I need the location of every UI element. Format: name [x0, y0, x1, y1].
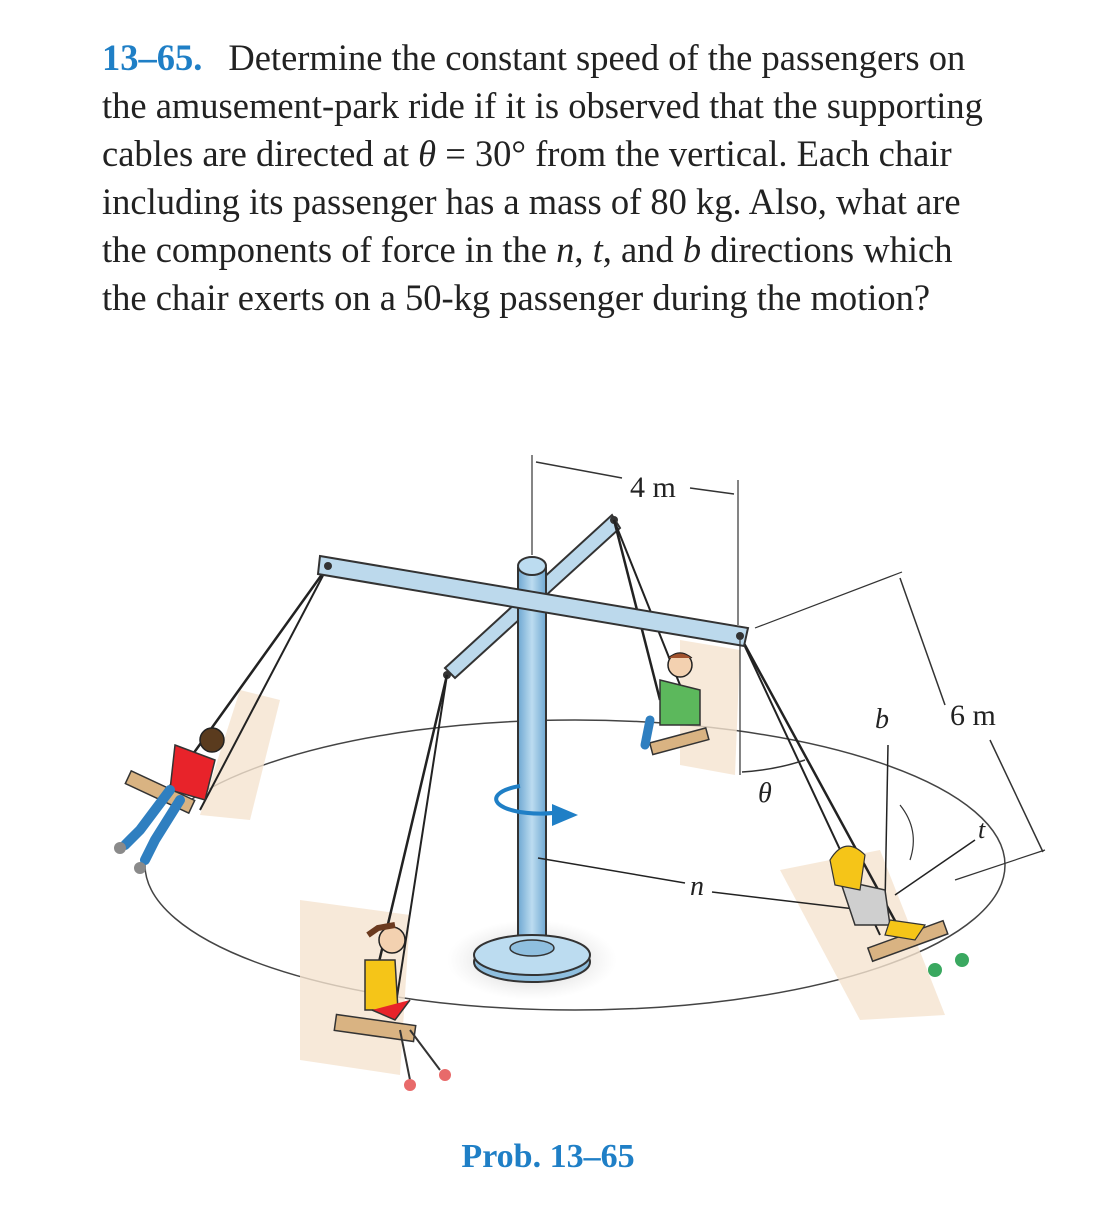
n-axis-left — [538, 858, 685, 883]
problem-line-1 — [102, 34, 1072, 82]
b-label: b — [875, 704, 889, 735]
dim-6m-ext-top — [755, 572, 902, 628]
main-arm-pin-right — [736, 632, 744, 640]
problem-comma: , — [574, 229, 593, 270]
dim-4m-line-left — [536, 462, 622, 478]
problem-line-6: the chair exerts on a 50-kg passenger during the motion? — [102, 277, 931, 318]
base-hub — [510, 940, 554, 956]
cable-front — [370, 675, 447, 1000]
dim-4m-label: 4 m — [630, 471, 676, 504]
dim-4m-line-right — [690, 488, 734, 494]
t-symbol: t — [592, 229, 603, 270]
n-symbol: n — [556, 229, 575, 270]
amusement-ride-figure — [0, 440, 1120, 1130]
problem-text-3b: = 30° from the vertical. Each chair — [436, 133, 952, 174]
problem-text-5c: directions which — [701, 229, 953, 270]
rotation-arrowhead — [552, 804, 578, 826]
problem-line-4: including its passenger has a mass of 80 kg. Also, what are — [102, 181, 961, 222]
problem-number: 13–65. — [102, 37, 203, 78]
theta-arc — [742, 760, 805, 772]
dim-6m-label: 6 m — [950, 699, 996, 732]
main-arm-pin-left — [324, 562, 332, 570]
problem-line-3 — [102, 130, 1072, 178]
dim-6m-ext-bottom — [955, 850, 1045, 880]
cable-front-2 — [395, 675, 447, 1010]
b-curve — [900, 805, 913, 860]
problem-text-1: Determine the constant speed of the passengers on — [228, 37, 966, 78]
problem-line-5 — [102, 226, 1072, 274]
cable-left-2 — [200, 566, 328, 810]
caption-text: Prob. 13–65 — [461, 1138, 635, 1175]
dim-6m-line-top — [900, 578, 945, 705]
theta-label: θ — [758, 778, 772, 809]
problem-text-3a: cables are directed at — [102, 133, 419, 174]
pole-top — [518, 557, 546, 575]
dim-6m-line-bottom — [990, 740, 1043, 852]
problem-statement — [102, 34, 1072, 322]
t-label: t — [978, 815, 986, 844]
theta-symbol: θ — [418, 133, 437, 174]
figure-caption — [0, 1138, 1120, 1176]
problem-text-5b: , and — [602, 229, 683, 270]
shade-left — [200, 690, 280, 820]
t-axis — [895, 840, 975, 895]
problem-line-2: the amusement-park ride if it is observed that the supporting — [102, 85, 983, 126]
problem-text-5a: the components of force in the — [102, 229, 557, 270]
center-pole — [518, 568, 546, 953]
n-label: n — [690, 871, 704, 902]
b-symbol: b — [682, 229, 702, 270]
